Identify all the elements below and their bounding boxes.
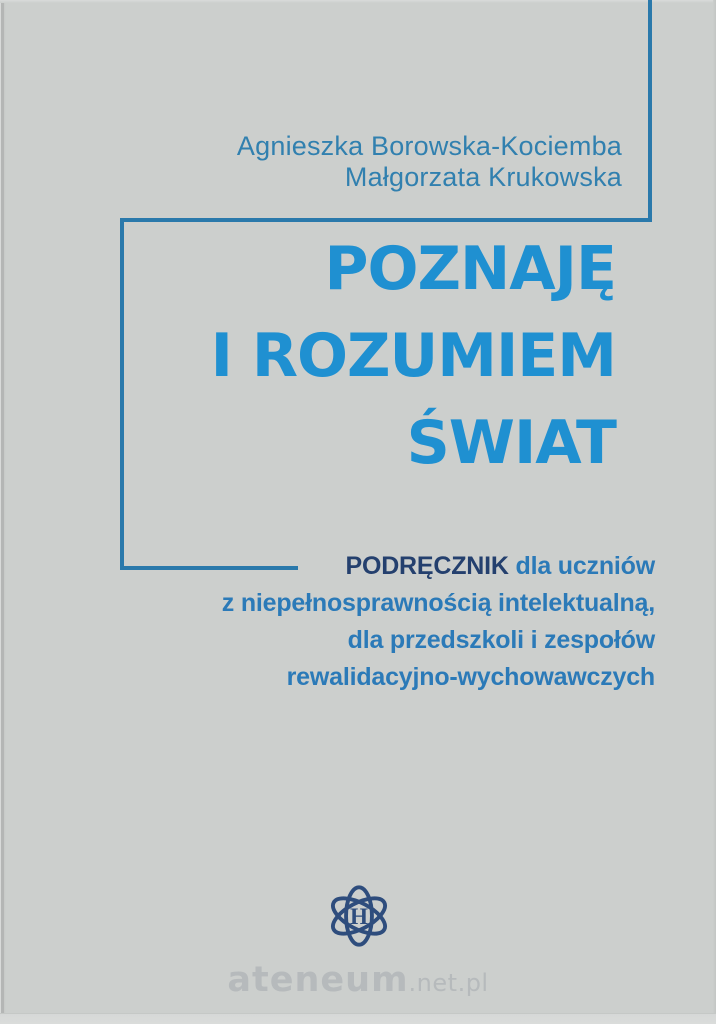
watermark-suffix: .net.pl [408,969,489,997]
author-name: Agnieszka Borowska-Kociemba [236,131,622,161]
subtitle-line: dla przedszkoli i zespołów [347,626,655,654]
frame-left-segment [120,218,124,570]
author-name: Małgorzata Krukowska [344,162,622,192]
atom-icon [322,878,396,954]
watermark-brand: ateneum [227,960,409,1000]
title-line: POZNAJĘ [324,234,616,304]
subtitle-line: z niepełnosprawnością intelektualną, [221,589,655,617]
subtitle-line: rewalidacyjno-wychowawczych [286,663,655,691]
authors-block [237,131,622,193]
frame-top-segment [120,218,652,222]
frame-right-segment [648,0,652,222]
publisher-logo [322,878,396,954]
watermark [0,960,716,1000]
photo-edge-bottom [0,1013,716,1024]
photo-edge-left [0,0,6,1024]
subtitle-line [222,548,655,585]
publisher-initial-letter: H [350,903,368,930]
photo-edge-top [0,0,716,3]
book-title [211,226,616,487]
title-line: ŚWIAT [406,408,616,478]
subtitle-lead: PODRĘCZNIK [345,552,509,580]
book-subtitle [222,548,655,696]
title-line: I ROZUMIEM [210,321,616,391]
subtitle-line1-rest: dla uczniów [515,552,655,580]
